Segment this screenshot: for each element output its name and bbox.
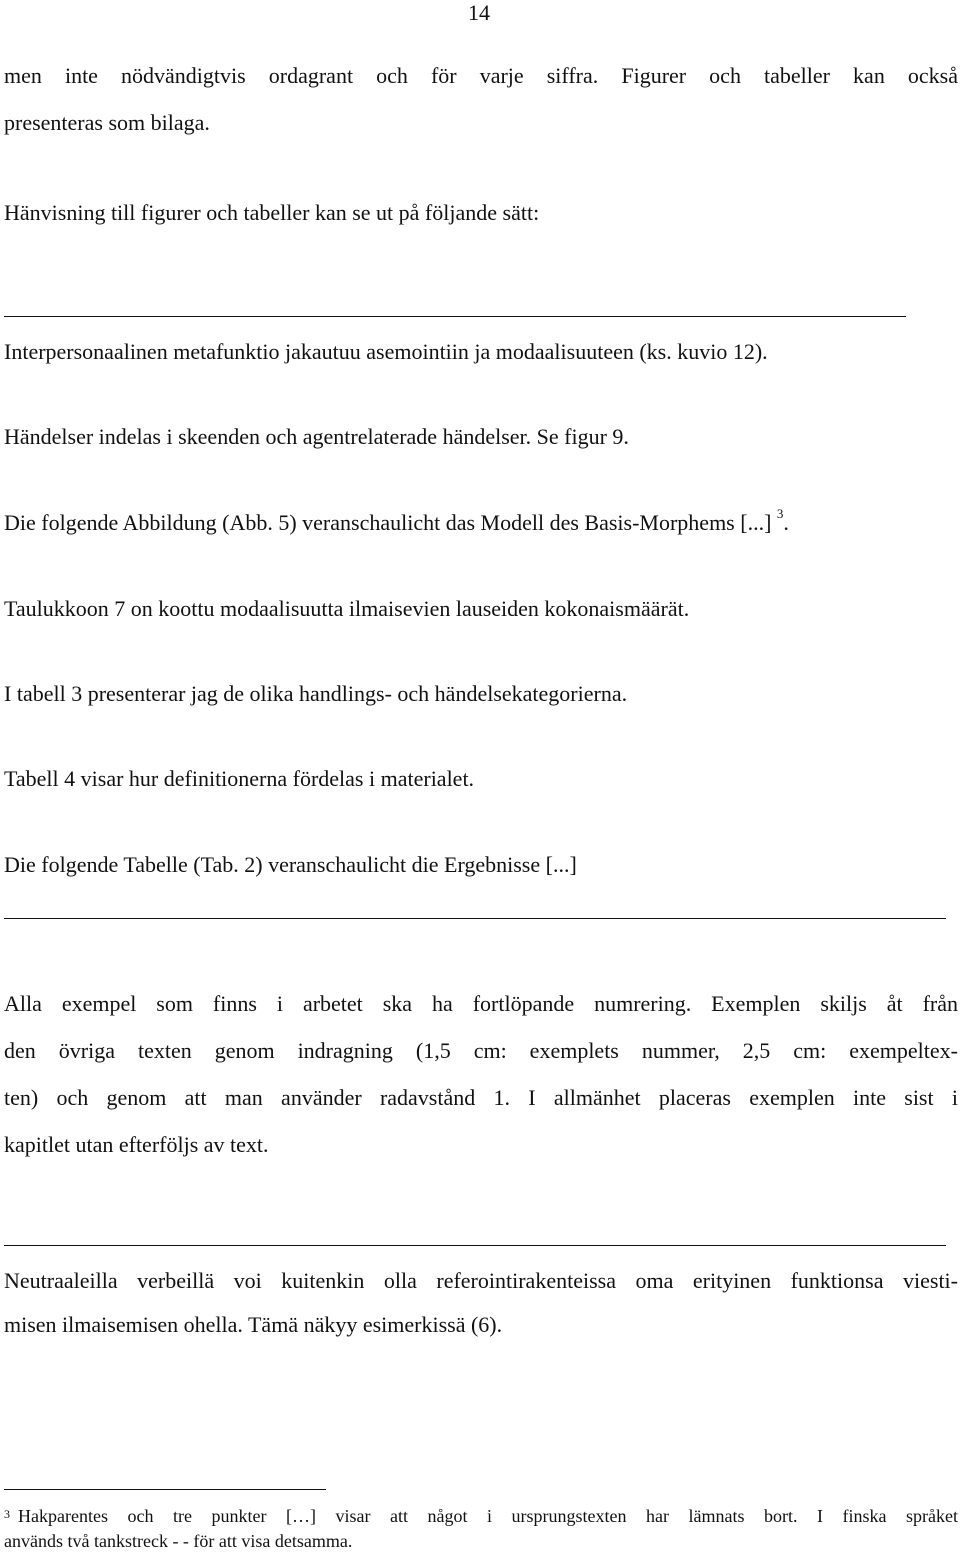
example-1: Interpersonaalinen metafunktio jakautuu asemointiin ja modaalisuuteen (ks. kuvio 12). [4,339,768,364]
example-7: Die folgende Tabelle (Tab. 2) veranschaulicht die Ergebnisse [...] [4,852,577,877]
footnote-line-2: används två tankstreck - - för att visa detsamma. [4,1531,353,1551]
footnote-line-1 [4,1504,958,1529]
example-paragraph-line-1: Neutraaleilla verbeillä voi kuitenkin olla referointirakenteissa oma erityinen funktionsa viesti- [4,1268,958,1293]
footnote [4,1504,958,1554]
footnote-rule [4,1489,326,1490]
intro-line-1: men inte nödvändigtvis ordagrant och för varje siffra. Figurer och tabeller kan också [4,63,958,88]
numbering-line-1: Alla exempel som finns i arbetet ska ha fortlöpande numrering. Exemplen skiljs åt från [4,991,958,1016]
example-paragraph-line-2: misen ilmaisemisen ohella. Tämä näkyy esimerkissä (6). [4,1312,503,1337]
numbering-line-3: ten) och genom att man använder radavstånd 1. I allmänhet placeras exemplen inte sist i [4,1085,958,1110]
example-3-suffix: . [783,510,789,535]
intro-line-2: presenteras som bilaga. [4,110,210,135]
footnote-reference[interactable]: 3 [776,506,784,521]
intro-paragraph [4,52,958,146]
example-4: Taulukkoon 7 on koottu modaalisuutta ilmaisevien lauseiden kokonaismäärät. [4,596,690,621]
separator-rule [4,316,906,317]
example-3 [4,506,789,536]
example-5: I tabell 3 presenterar jag de olika handlings- och händelsekategorierna. [4,681,628,706]
example-6: Tabell 4 visar hur definitionerna fördelas i materialet. [4,766,475,791]
footnote-mark: 3 [4,1507,10,1521]
example-3-text: Die folgende Abbildung (Abb. 5) veranschaulicht das Modell des Basis-Morphems [...] [4,510,772,535]
intro-reference-sentence: Hänvisning till figurer och tabeller kan se ut på följande sätt: [4,200,540,225]
separator-rule [4,1245,946,1246]
footnote-text-1: Hakparentes och tre punkter […] visar att något i ursprungstexten har lämnats bort. I finska språket [18,1506,958,1526]
numbering-line-4: kapitlet utan efterföljs av text. [4,1132,269,1157]
example-paragraph [4,1259,958,1347]
page-number: 14 [468,0,490,25]
example-2: Händelser indelas i skeenden och agentrelaterade händelser. Se figur 9. [4,424,629,449]
numbering-line-2: den övriga texten genom indragning (1,5 cm: exemplets nummer, 2,5 cm: exempeltex- [4,1038,958,1063]
numbering-paragraph [4,980,958,1168]
separator-rule [4,918,946,919]
